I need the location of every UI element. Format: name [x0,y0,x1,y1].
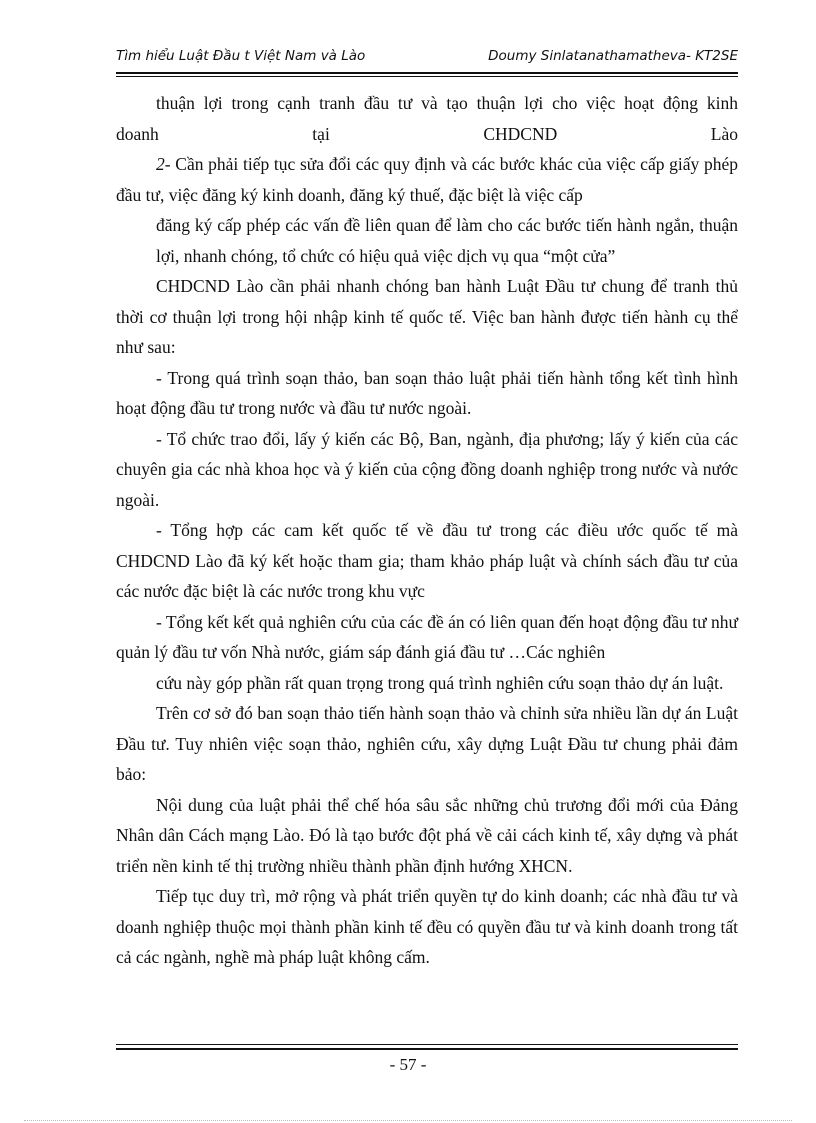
paragraph: - Tổ chức trao đổi, lấy ý kiến các Bộ, Ban, ngành, địa phương; lấy ý kiến của các chuyên gia các nhà khoa học và ý kiến của cộng đồng doanh nghiệp trong nước và nước ngoài. [116,428,738,510]
paragraph: Trên cơ sở đó ban soạn thảo tiến hành soạn thảo và chỉnh sửa nhiều lần dự án Luật Đầu tư. Tuy nhiên việc soạn thảo, nghiên cứu, xây dựng Luật Đầu tư chung phải đảm bảo: [116,703,738,784]
paragraph: cứu này góp phần rất quan trọng trong quá trình nghiên cứu soạn thảo dự án luật. [156,672,724,693]
paragraph: - Trong quá trình soạn thảo, ban soạn thảo luật phải tiến hành tổng kết tình hình hoạt động đầu tư trong nước và đầu tư nước ngoài. [116,367,738,418]
header-rule-thin [116,76,738,77]
page-edge-divider [24,1120,792,1121]
paragraph: - Tổng hợp các cam kết quốc tế về đầu tư trong các điều ước quốc tế mà CHDCND Lào đã ký kết hoặc tham gia; tham khảo pháp luật và chính sách đầu tư của các nước đặc biệt là các nước trong khu vực [116,520,738,601]
paragraph: Tiếp tục duy trì, mở rộng và phát triển quyền tự do kinh doanh; các nhà đầu tư và doanh nghiệp thuộc mọi thành phần kinh tế đều có quyền đầu tư và kinh doanh trong tất cả các ngành, nghề mà pháp luật không cấm. [116,886,738,967]
paragraph: CHDCND Lào cần phải nhanh chóng ban hành Luật Đầu tư chung để tranh thủ thời cơ thuận lợi trong hội nhập kinh tế quốc tế. Việc ban hành được tiến hành cụ thể như sau: [116,276,738,357]
header-title: Tìm hiểu Luật Đầu t Việt Nam và Lào [116,48,366,64]
page-header [116,48,738,68]
header-author: Doumy Sinlatanathamatheva- KT2SE [488,48,738,64]
footer-rule-thin [116,1044,738,1045]
footer-rule-thick [116,1048,738,1050]
paragraph: Nội dung của luật phải thể chế hóa sâu sắc những chủ trương đổi mới của Đảng Nhân dân Cách mạng Lào. Đó là tạo bước đột phá về cải cách kinh tế, xây dựng và phát triển nền kinh tế thị trường nhiều thành phần định hướng XHCN. [116,794,738,876]
paragraph-text: - Cần phải tiếp tục sửa đổi các quy định và các bước khác của việc cấp giấy phép đầu tư, việc đăng ký kinh doanh, đăng ký thuế, đặc biệt là việc cấp [116,154,738,205]
list-number: 2 [156,154,165,174]
paragraph: doanh tại CHDCND Lào [116,123,738,144]
document-body [116,88,738,973]
page-number: - 57 - [389,1055,427,1074]
paragraph: đăng ký cấp phép các vấn đề liên quan để làm cho các bước tiến hành ngắn, thuận lợi, nhanh chóng, tổ chức có hiệu quả việc dịch vụ qua “một cửa” [156,215,738,266]
header-rule-thick [116,72,738,74]
paragraph: - Tổng kết kết quả nghiên cứu của các đề án có liên quan đến hoạt động đầu tư như quản lý đầu tư vốn Nhà nước, giám sáp đánh giá đầu tư …Các nghiên [116,611,738,662]
paragraph [116,149,738,210]
paragraph: thuận lợi trong cạnh tranh đầu tư và tạo thuận lợi cho việc hoạt động kinh [156,93,738,113]
